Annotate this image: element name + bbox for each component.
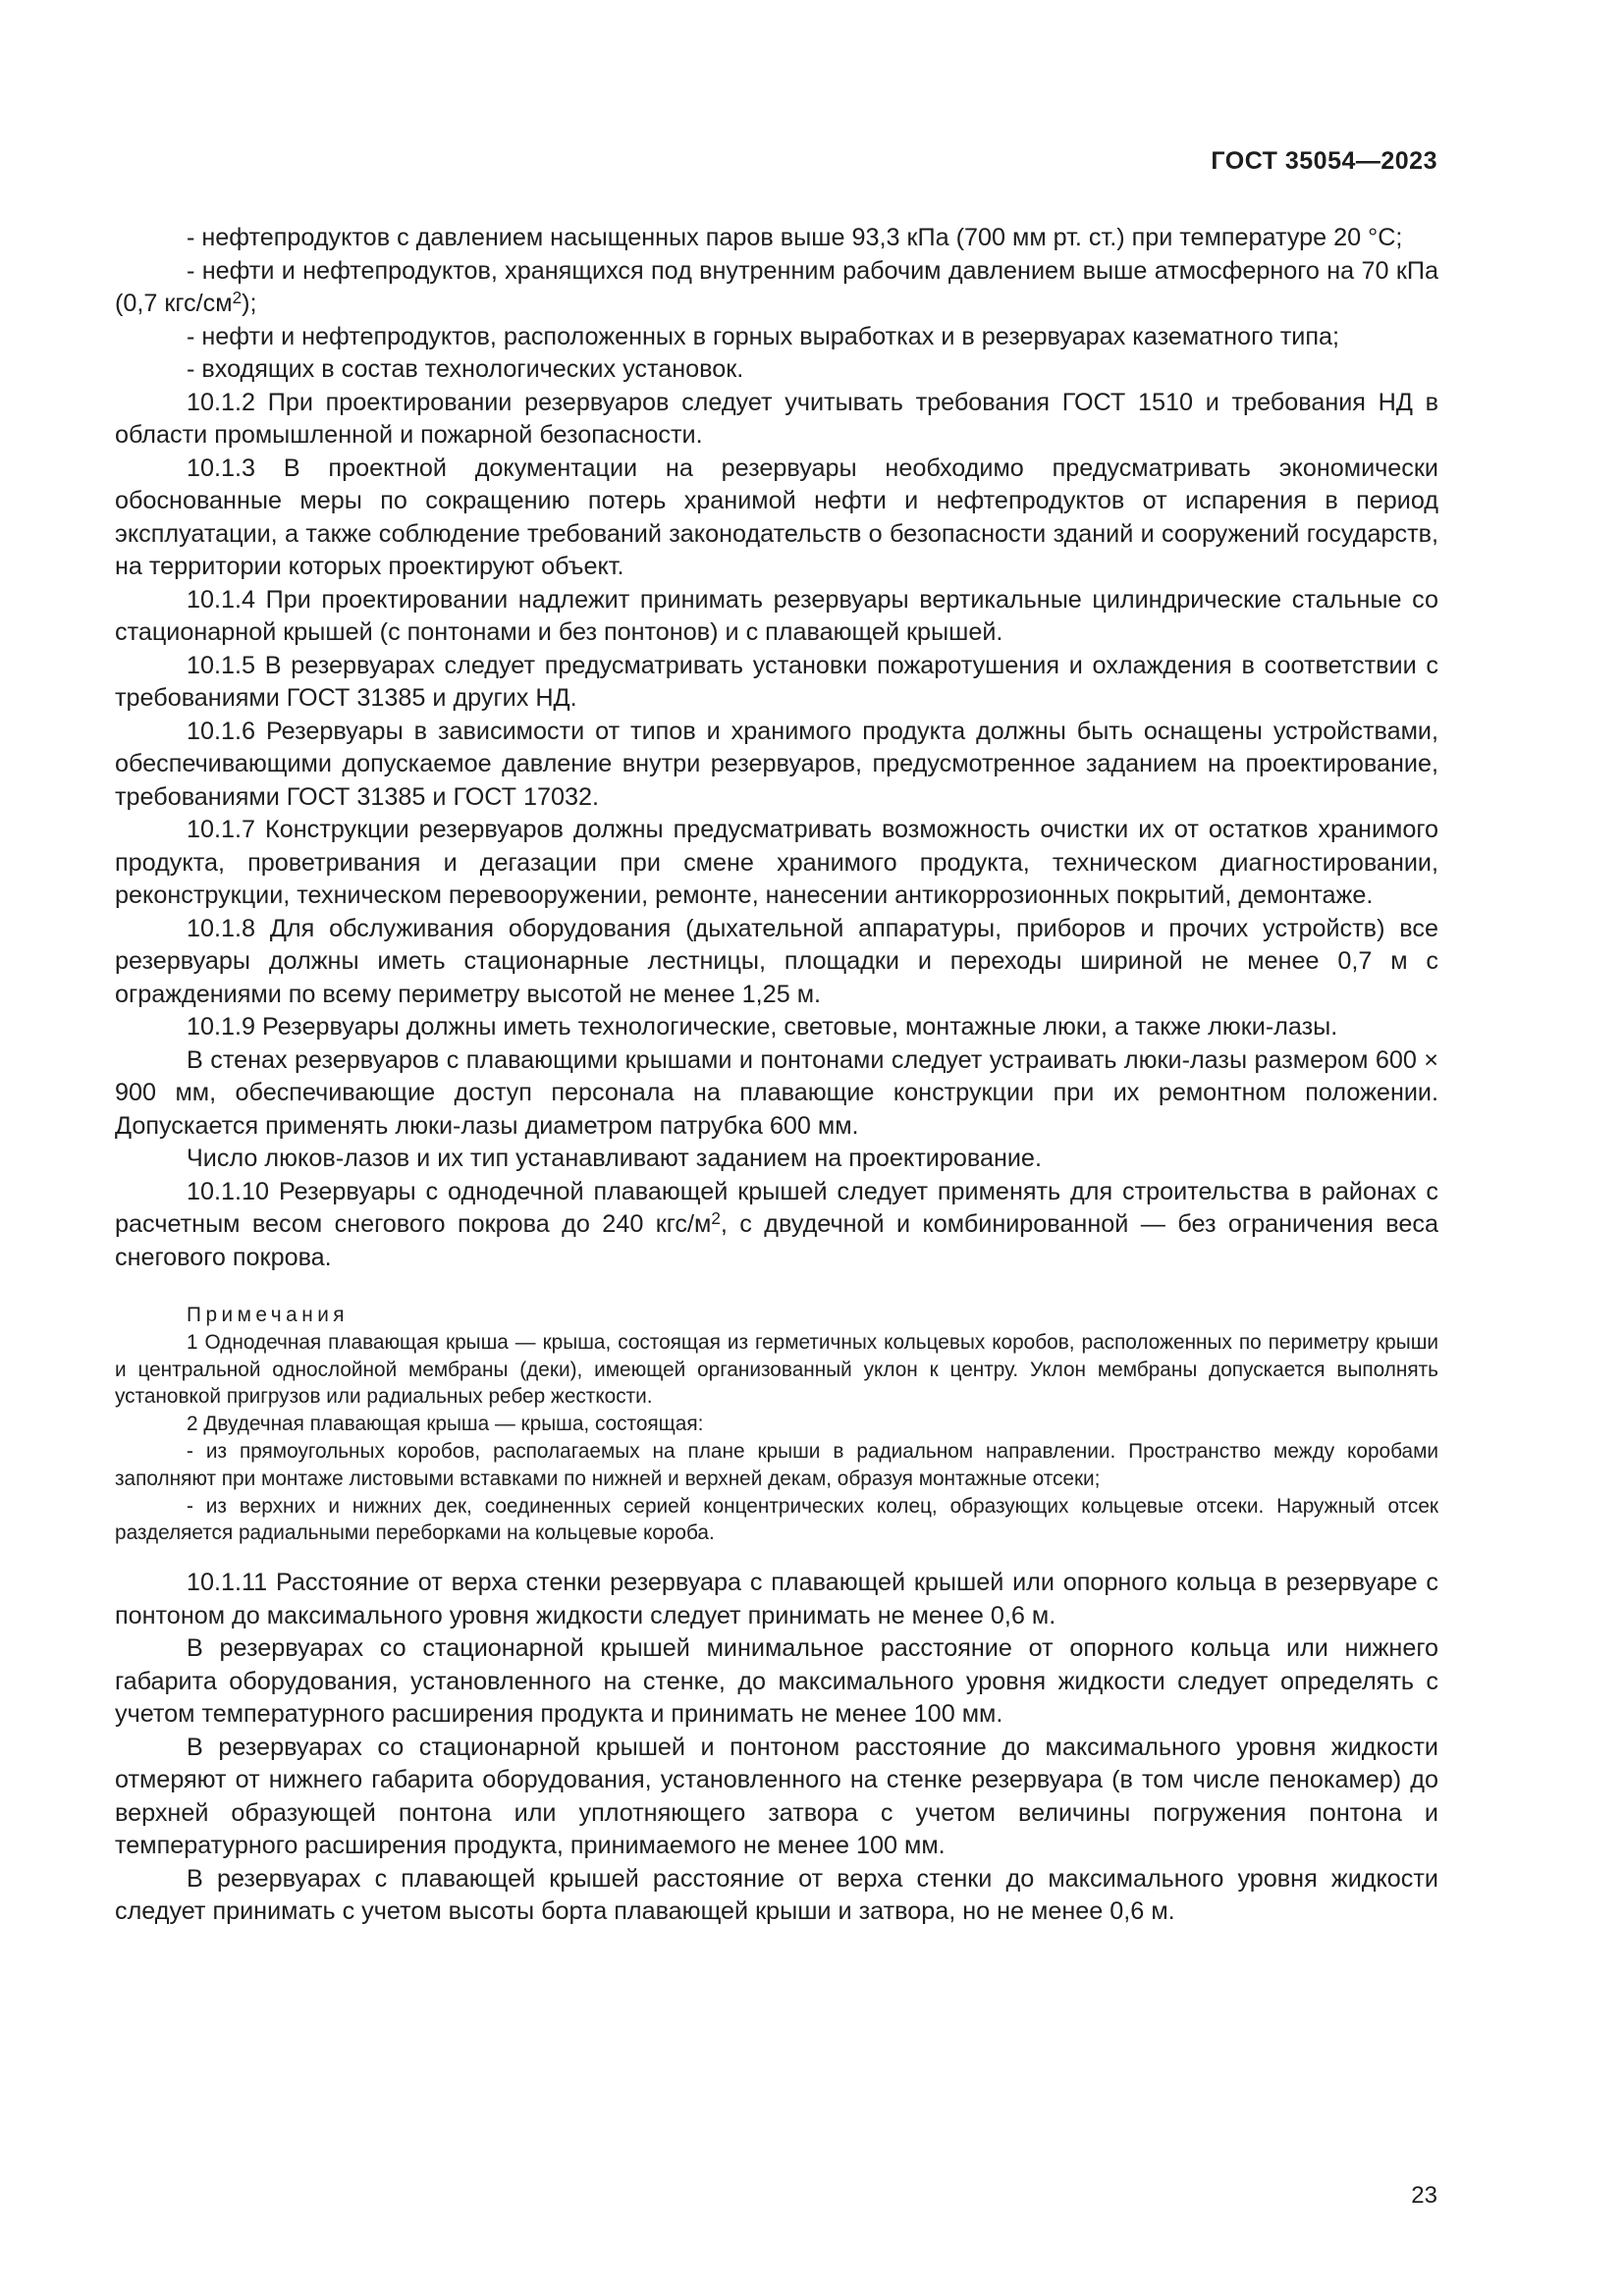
page-number: 23 — [1411, 2182, 1437, 2209]
note-item: - из прямоугольных коробов, располагаемых на плане крыши в радиальном направлении. Пространство между коробами заполняют при монтаже листовыми вставками по нижней и верхней декам, образуя монтажные отсеки; — [115, 1439, 1438, 1490]
paragraph: В стенах резервуаров с плавающими крышами и понтонами следует устраивать люки-лазы размером 600 × 900 мм, обеспечивающие доступ персонала на плавающие конструкции при их ремонтном положении. Допускается применять люки-лазы диаметром патрубка 600 мм. — [115, 1045, 1438, 1140]
paragraph: 10.1.10 Резервуары с однодечной плавающей крышей следует применять для строительства в районах с расчетным весом снегового покрова до 240 кгс/$м^2$, с двудечной и комбинированной — без ограничения веса снегового покрова. — [115, 1177, 1438, 1271]
paragraph: В резервуарах со стационарной крышей минимальное расстояние от опорного кольца или нижнего габарита оборудования, установленного на стенке, до максимального уровня жидкости следует определять с учетом температурного расширения продукта и принимать не менее 100 мм. — [115, 1634, 1438, 1729]
document-body — [115, 222, 1438, 1929]
note-item: 1 Однодечная плавающая крыша — крыша, состоящая из герметичных кольцевых коробов, расположенных по периметру крыши и центральной однослойной мембраны (деки), имеющей организованный уклон к центру. Уклон мембраны допускается выполнять установкой пригрузов или радиальных ребер жесткости. — [115, 1330, 1438, 1409]
paragraph: - нефтепродуктов с давлением насыщенных паров выше 93,3 кПа (700 мм рт. ст.) при температуре 20 °С; — [187, 224, 1403, 251]
paragraph: 10.1.9 Резервуары должны иметь технологические, световые, монтажные люки, а также люки-лазы. — [187, 1013, 1338, 1041]
paragraph: 10.1.11 Расстояние от верха стенки резервуара с плавающей крышей или опорного кольца в резервуаре с понтоном до максимального уровня жидкости следует принимать не менее 0,6 м. — [115, 1569, 1438, 1629]
paragraph: - нефти и нефтепродуктов, хранящихся под внутренним рабочим давлением выше атмосферного на 70 кПа (0,7 кгс/$см^2$); — [115, 256, 1438, 317]
note-item: 2 Двудечная плавающая крыша — крыша, состоящая: — [187, 1413, 704, 1436]
paragraph: Число люков-лазов и их тип устанавливают заданием на проектирование. — [187, 1145, 1042, 1172]
paragraphs-after-notes — [115, 1567, 1438, 1929]
paragraph: 10.1.7 Конструкции резервуаров должны предусматривать возможность очистки их от остатков хранимого продукта, проветривания и дегазации при смене хранимого продукта, техническом диагностировании, реконструкции, техническом перевооружении, ремонте, нанесении антикоррозионных покрытий, демонтаже. — [115, 816, 1438, 909]
paragraph: 10.1.5 В резервуарах следует предусматривать установки пожаротушения и охлаждения в соответствии с требованиями ГОСТ 31385 и других НД. — [115, 651, 1438, 712]
paragraph: - нефти и нефтепродуктов, расположенных в горных выработках и в резервуарах казематного типа; — [187, 322, 1339, 350]
paragraph: 10.1.2 При проектировании резервуаров следует учитывать требования ГОСТ 1510 и требования НД в области промышленной и пожарной безопасности. — [115, 388, 1438, 449]
paragraph: В резервуарах с плавающей крышей расстояние от верха стенки до максимального уровня жидкости следует принимать с учетом высоты борта плавающей крыши и затвора, но не менее 0,6 м. — [115, 1864, 1438, 1926]
notes-block — [115, 1302, 1438, 1547]
paragraph: 10.1.6 Резервуары в зависимости от типов и хранимого продукта должны быть оснащены устройствами, обеспечивающими допускаемое давление внутри резервуаров, предусмотренное заданием на проектирование, требованиями ГОСТ 31385 и ГОСТ 17032. — [115, 717, 1438, 811]
notes-title: Примечания — [187, 1304, 350, 1326]
paragraph: 10.1.4 При проектировании надлежит принимать резервуары вертикальные цилиндрические стальные со стационарной крышей (с понтонами и без понтонов) и с плавающей крышей. — [115, 585, 1438, 646]
paragraph: 10.1.8 Для обслуживания оборудования (дыхательной аппаратуры, приборов и прочих устройств) все резервуары должны иметь стационарные лестницы, площадки и переходы шириной не менее 0,7 м с ограждениями по всему периметру высотой не менее 1,25 м. — [115, 914, 1438, 1008]
paragraph: 10.1.3 В проектной документации на резервуары необходимо предусматривать экономически обоснованные меры по сокращению потерь хранимой нефти и нефтепродуктов от испарения в период эксплуатации, а также соблюдение требований законодательств о безопасности зданий и сооружений государств, на территории которых проектируют объект. — [115, 454, 1438, 580]
document-header: ГОСТ 35054—2023 — [1211, 147, 1437, 175]
paragraph: В резервуарах со стационарной крышей и понтоном расстояние до максимального уровня жидкости отмеряют от нижнего габарита оборудования, установленного на стенке резервуара (в том числе пенокамер) до верхней образующей понтона или уплотняющего затвора с учетом величины погружения понтона и температурного расширения продукта, принимаемого не менее 100 мм. — [115, 1733, 1438, 1860]
note-item: - из верхних и нижних дек, соединенных серией концентрических колец, образующих кольцевые отсеки. Наружный отсек разделяется радиальными переборками на кольцевые короба. — [115, 1494, 1438, 1545]
paragraph: - входящих в состав технологических установок. — [187, 355, 744, 383]
